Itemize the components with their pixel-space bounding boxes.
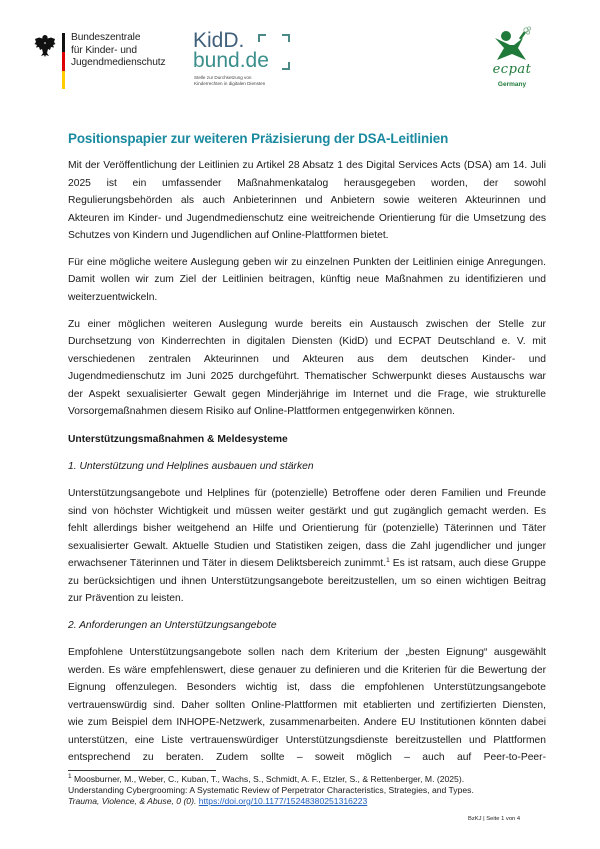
frame-corner-icon [282, 34, 290, 42]
bzkj-line-3: Jugendmedienschutz [71, 57, 166, 68]
subsection-1-line: Unterstützungsangebote und Helplines für (potenzielle) Betroffene oder deren Familien und Freunde [68, 488, 546, 499]
subsection-2-line: Eignung offenzulegen. Besonders wichtig ist, dass die empfohlenen Unterstützungsangebote [68, 682, 546, 693]
footnote-text-1: Moosburner, M., Weber, C., Kuban, T., Wachs, S., Schmidt, A. F., Etzler, S., & Rettenberger, M. (2025). [74, 774, 465, 784]
ecpat-wordmark: ecpat [492, 62, 532, 77]
frame-corner-icon [258, 34, 266, 42]
paragraph-2-line: Damit wollen wir zum Ziel der Leitlinien beitragen, künftig neue Maßnahmen zu identifizieren und [68, 274, 546, 285]
german-flag-bar [62, 33, 65, 89]
subsection-2-line: werden. Es wäre empfehlenswert, diese genauer zu definieren und die Kriterien für die Bewertung der [68, 665, 546, 676]
paragraph-3-line: Vorsorgemaßnahmen diesem Risiko auf Online-Plattformen entgegenwirken können. [68, 406, 455, 417]
subsection-2-line: wie zum Beispiel dem INHOPE-Netzwerk, zusammenarbeiten. Andere EU Institutionen könnten dabei [68, 717, 546, 728]
subsection-1-line [68, 557, 546, 570]
paragraph-1-line: Regulierungsbehörden als auch Anbieterinnen und Anbietern sowie weiteren Akteurinnen und [68, 195, 546, 206]
paragraph-3-line: verschiedenen zentralen Akteurinnen und Akteuren aus dem deutschen Kinder- und [68, 354, 546, 365]
footnote-reference[interactable]: 1 [386, 557, 390, 564]
footnote-line-1 [68, 774, 464, 785]
kidd-logo-subtitle [194, 75, 265, 87]
section-heading: Unterstützungsmaßnahmen & Meldesysteme [68, 434, 288, 445]
ecpat-country: Germany [497, 81, 527, 88]
kidd-sub-line-1: Stelle zur Durchsetzung von [194, 75, 252, 80]
paragraph-1-line: Mit der Veröffentlichung der Leitlinien zu Artikel 28 Absatz 1 des Digital Services Acts (DSA) am 14. Juli [68, 160, 546, 171]
subsection-1-line: zu berücksichtigen und ihnen Unterstützungsangebote bereitzustellen, um so einen wichtigen Beitrag [68, 576, 546, 587]
subsection-2-line: vertrauenswürdig sind. Daher sollten Online-Plattformen mit etablierten und zertifizierten Diensten, [68, 700, 546, 711]
kidd-logo [193, 30, 293, 92]
federal-eagle-icon [34, 34, 56, 58]
page-footer: BzKJ | Seite 1 von 4 [468, 816, 521, 822]
footnote-number: 1 [68, 773, 72, 780]
bzkj-logo [34, 32, 164, 88]
paragraph-3-line: Zu einer möglichen weiteren Auslegung wurde bereits ein Austausch zwischen der Stelle zur [68, 319, 546, 330]
subsection-1-line-text: erwachsener Täterinnen und Täter in diesem Deliktsbereich zunimmt. [68, 558, 387, 569]
paragraph-1-line: Akteuren im Kinder- und Jugendmedienschutz eine weitreichende Orientierung für die Umsetzung des [68, 213, 546, 224]
document-title: Positionspapier zur weiteren Präzisierung der DSA-Leitlinien [68, 131, 449, 146]
bzkj-line-1: Bundeszentrale [71, 32, 141, 43]
footnote-divider [68, 770, 216, 771]
paragraph-1-line: Schutzes von Kindern und Jugendlichen auf Online-Plattformen bietet. [68, 230, 389, 241]
paragraph-3-line: Jugendmedienschutz im Juni 2025 durchgeführt. Thematischer Schwerpunkt dieses Austauschs war [68, 371, 546, 382]
paragraph-1-line: 2025 ist ein umfassender Maßnahmenkatalog herausgegeben worden, der sowohl [68, 178, 546, 189]
paragraph-3-line: der Aspekt sexualisierter Gewalt gegen Minderjährige im Internet und die Frage, wie strukturelle [68, 389, 546, 400]
subsection-2-line: entsprechend zu beraten. Zudem sollte – soweit möglich – auch auf Peer-to-Peer- [68, 752, 546, 763]
subsection-1-heading: 1. Unterstützung und Helplines ausbauen und stärken [68, 461, 314, 472]
bzkj-logo-text [71, 32, 165, 70]
frame-corner-icon [282, 62, 290, 70]
footnote-journal: Trauma, Violence, & Abuse, 0 (0). [68, 796, 197, 806]
subsection-2-line: Empfohlene Unterstützungsangebote sollen nach dem Kriterium der „besten Eignung“ ausgewählt [68, 647, 546, 658]
kidd-logo-line-2: bund.de [193, 49, 269, 72]
paragraph-3-line: Durchsetzung von Kinderrechten in digitalen Diensten (KidD) und ECPAT Deutschland e. V. mit [68, 336, 546, 347]
kidd-logo-line-1: KidD. [193, 29, 245, 52]
footnote-line-2: Understanding Cybergrooming: A Systematic Review of Perpetrator Characteristics, Strategies, and Types. [68, 785, 474, 795]
subsection-2-heading: 2. Anforderungen an Unterstützungsangebote [68, 620, 277, 631]
kidd-sub-line-2: Kinderrechten in digitalen Diensten [194, 81, 266, 86]
subsection-1-line-tail: Es ist ratsam, auch diese Gruppe [389, 558, 546, 569]
paragraph-2-line: weiterzuentwickeln. [68, 292, 158, 303]
subsection-1-line: sind von höchster Wichtigkeit und müssen weiter gestärkt und gut zugänglich gemacht werden. Es [68, 506, 546, 517]
footnote-line-3 [68, 796, 367, 807]
footnote-doi-link[interactable]: https://doi.org/10.1177/15248380251316223 [198, 796, 368, 806]
bzkj-line-2: für Kinder- und [71, 44, 137, 56]
paragraph-2-line: Für eine mögliche weitere Auslegung geben wir zu einzelnen Punkten der Leitlinien einige Anregungen. [68, 257, 546, 268]
subsection-1-line: zur Prävention zu leisten. [68, 593, 184, 604]
subsection-1-line: fehlt allerdings bisher weitgehend an Hilfe und Orientierung für (potenzielle) Täterinnen und Täter [68, 523, 546, 534]
subsection-1-line: sexualisierter Gewalt. Aktuelle Studien und Statistiken zeigen, dass die Zahl jugendlicher und junger [68, 541, 546, 552]
subsection-2-line: unterstützen, eine Liste vertrauenswürdiger Unterstützungsdienste bereitzustellen und Plattformen [68, 735, 546, 746]
ecpat-logo [492, 26, 552, 96]
ecpat-figure-icon [492, 26, 536, 66]
